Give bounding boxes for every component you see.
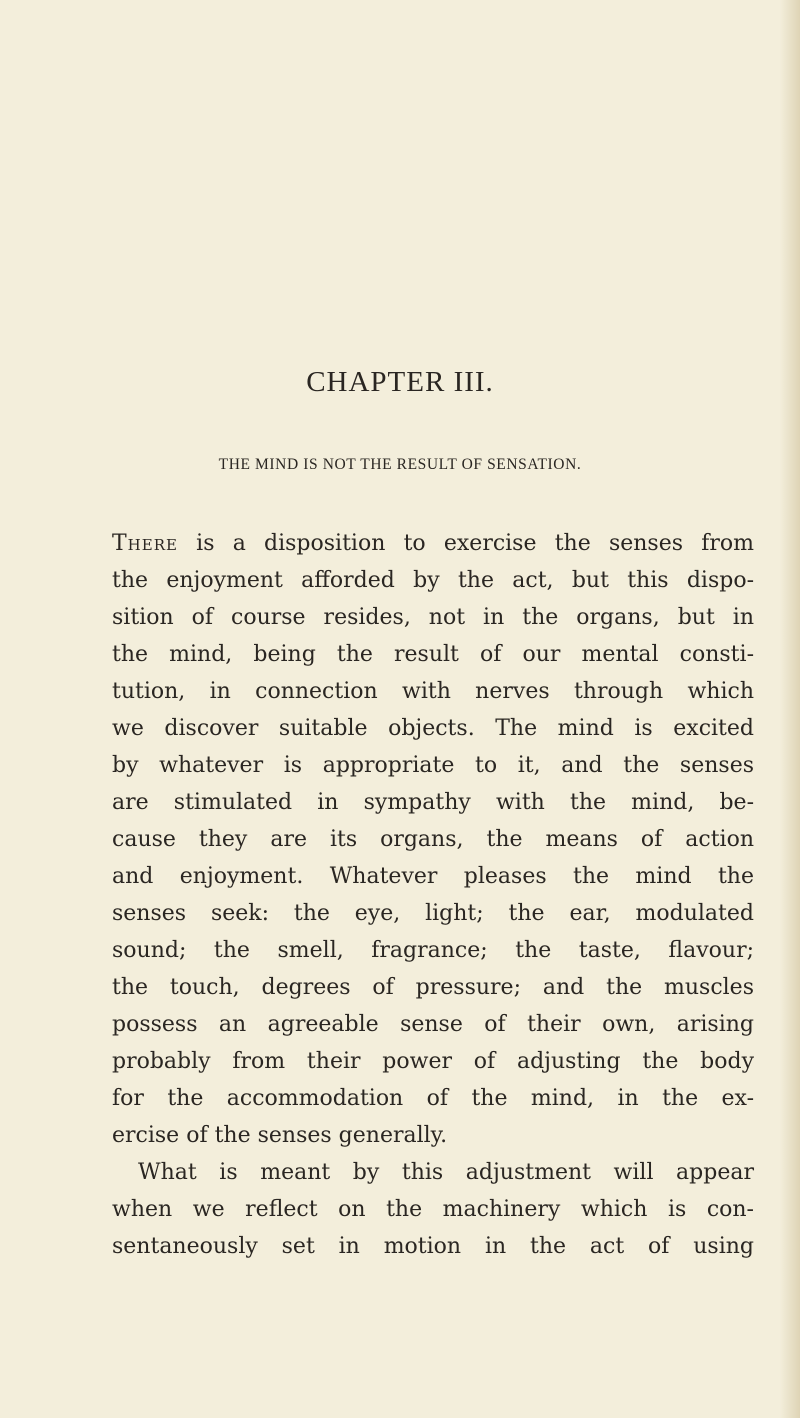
chapter-heading: CHAPTER III. [306, 366, 494, 398]
paragraph-line: probably from their power of adjusting the body [112, 1049, 754, 1074]
paragraph-line: by whatever is appropriate to it, and the senses [112, 753, 754, 778]
paragraph-line: the enjoyment afforded by the act, but this dispo- [112, 568, 754, 593]
chapter-subtitle: THE MIND IS NOT THE RESULT OF SENSATION. [218, 456, 582, 473]
paragraph-line: possess an agreeable sense of their own, arising [112, 1012, 754, 1037]
paragraph-line: we discover suitable objects. The mind is excited [112, 716, 754, 741]
paragraph-line: the mind, being the result of our mental consti- [112, 642, 754, 667]
paragraph-line: There is a disposition to exercise the senses from [112, 531, 754, 556]
paragraph-line: tution, in connection with nerves through which [112, 679, 754, 704]
lead-word: There [112, 531, 178, 556]
paragraph-line: and enjoyment. Whatever pleases the mind the [112, 864, 754, 889]
paragraph-line: senses seek: the eye, light; the ear, modulated [112, 901, 754, 926]
paragraph-line: ercise of the senses generally. [112, 1123, 448, 1148]
paragraph-line: sentaneously set in motion in the act of using [112, 1234, 754, 1259]
paragraph-line: are stimulated in sympathy with the mind, be- [112, 790, 754, 815]
page-edge-shadow [780, 0, 800, 1418]
paragraph-line: the touch, degrees of pressure; and the muscles [112, 975, 754, 1000]
paragraph-line: What is meant by this adjustment will appear [138, 1160, 754, 1185]
paragraph-line: sition of course resides, not in the organs, but in [112, 605, 754, 630]
paragraph-line: cause they are its organs, the means of action [112, 827, 754, 852]
paragraph-line: sound; the smell, fragrance; the taste, flavour; [112, 938, 754, 963]
paragraph-line: when we reflect on the machinery which is con- [112, 1197, 754, 1222]
paragraph-line: for the accommodation of the mind, in the ex- [112, 1086, 754, 1111]
